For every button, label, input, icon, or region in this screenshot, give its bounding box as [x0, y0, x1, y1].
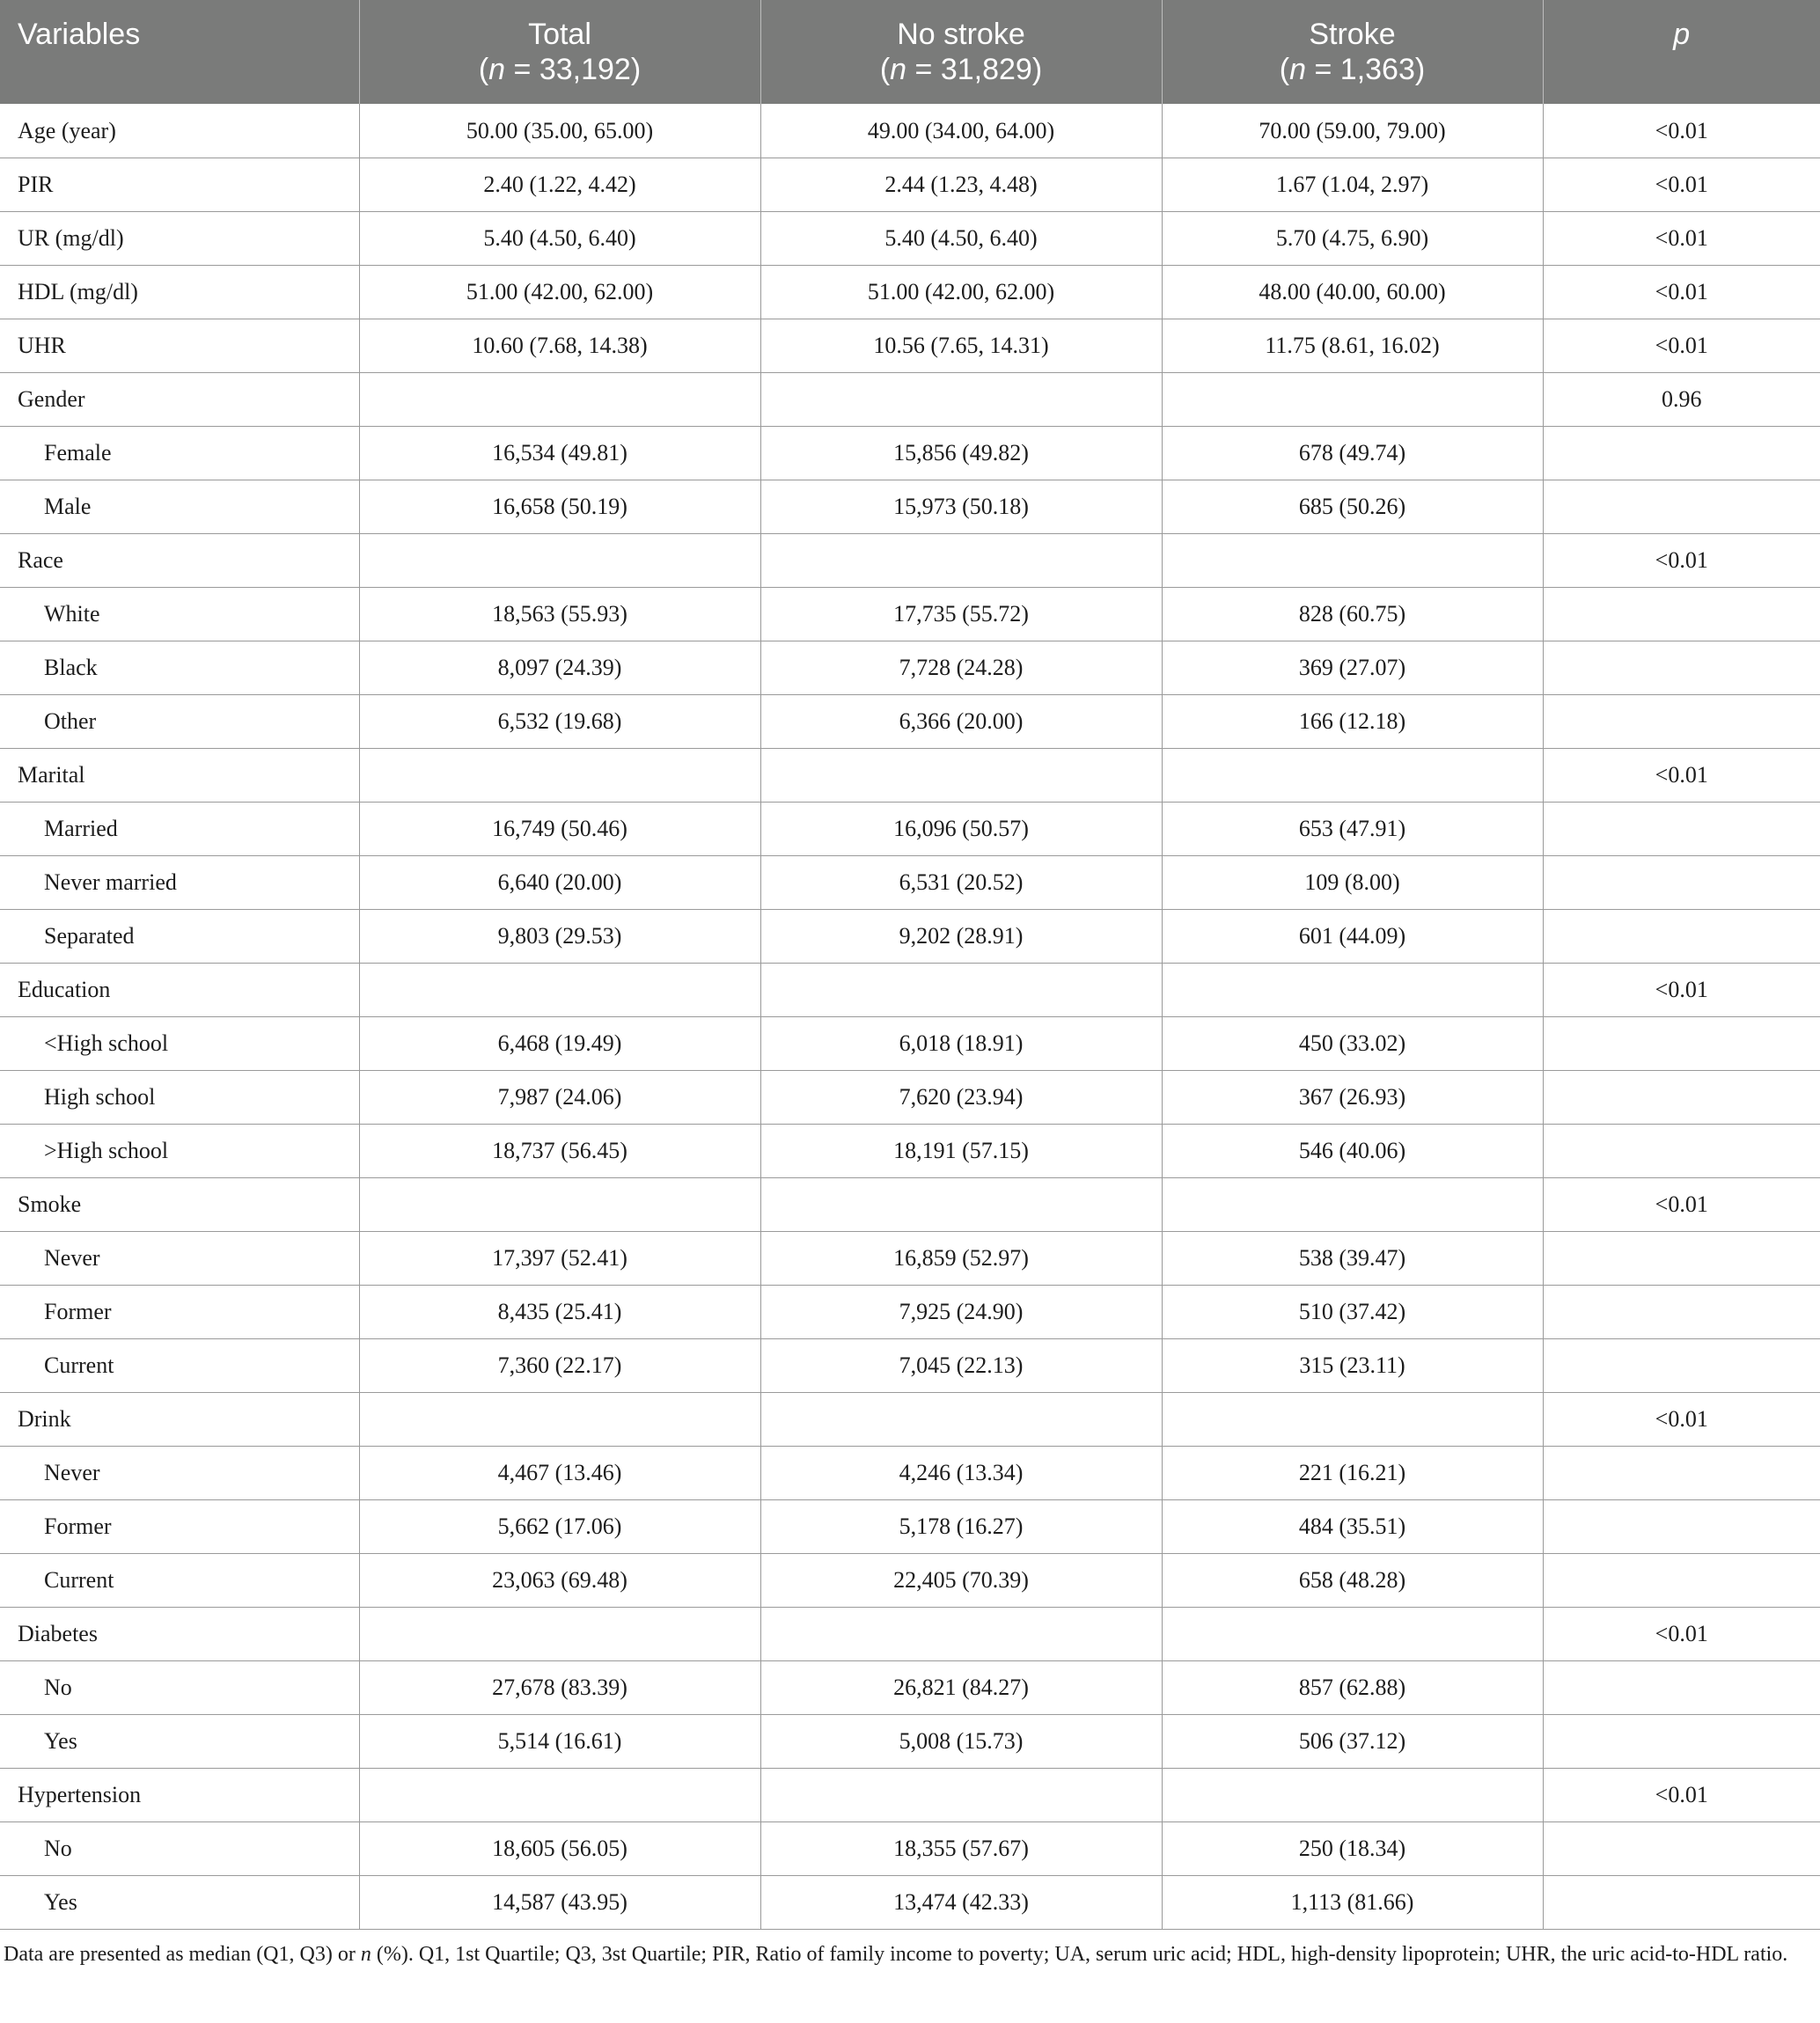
total-cell: 8,435 (25.41)	[359, 1286, 760, 1339]
variable-cell: Never married	[0, 856, 359, 910]
variable-cell: Hypertension	[0, 1769, 359, 1822]
total-cell: 14,587 (43.95)	[359, 1876, 760, 1930]
table-row	[0, 856, 1820, 910]
header-total-label: Total	[528, 18, 591, 51]
variable-cell: <High school	[0, 1017, 359, 1071]
table-row	[0, 1071, 1820, 1125]
no-stroke-cell	[760, 1769, 1162, 1822]
variable-cell: No	[0, 1822, 359, 1876]
variable-cell: Age (year)	[0, 104, 359, 158]
p-value-cell	[1543, 1286, 1820, 1339]
variable-cell: Separated	[0, 910, 359, 964]
variable-cell: Race	[0, 534, 359, 588]
table-row	[0, 158, 1820, 212]
stroke-cell: 5.70 (4.75, 6.90)	[1162, 212, 1543, 266]
variable-cell: Other	[0, 695, 359, 749]
p-value-cell	[1543, 1125, 1820, 1178]
stroke-cell	[1162, 1769, 1543, 1822]
variable-cell: Smoke	[0, 1178, 359, 1232]
variable-cell: No	[0, 1661, 359, 1715]
total-cell: 18,605 (56.05)	[359, 1822, 760, 1876]
p-value-cell	[1543, 427, 1820, 480]
header-no-stroke-count: (n = 31,829)	[879, 53, 1043, 86]
total-cell	[359, 1608, 760, 1661]
stroke-cell: 538 (39.47)	[1162, 1232, 1543, 1286]
total-cell: 18,563 (55.93)	[359, 588, 760, 641]
total-cell: 16,749 (50.46)	[359, 803, 760, 856]
total-cell	[359, 1393, 760, 1447]
table-row	[0, 1393, 1820, 1447]
no-stroke-cell: 7,925 (24.90)	[760, 1286, 1162, 1339]
total-cell: 4,467 (13.46)	[359, 1447, 760, 1500]
p-value-cell	[1543, 641, 1820, 695]
total-cell	[359, 1178, 760, 1232]
stroke-cell: 315 (23.11)	[1162, 1339, 1543, 1393]
p-value-cell: <0.01	[1543, 1769, 1820, 1822]
stroke-cell: 601 (44.09)	[1162, 910, 1543, 964]
variable-cell: White	[0, 588, 359, 641]
table-row	[0, 1339, 1820, 1393]
p-value-cell: <0.01	[1543, 1608, 1820, 1661]
p-value-cell	[1543, 1500, 1820, 1554]
stroke-cell	[1162, 1608, 1543, 1661]
no-stroke-cell	[760, 1393, 1162, 1447]
table-row	[0, 319, 1820, 373]
table-header	[0, 0, 1820, 104]
table-row	[0, 427, 1820, 480]
table-row	[0, 588, 1820, 641]
p-value-cell: <0.01	[1543, 964, 1820, 1017]
header-stroke-label: Stroke	[1309, 18, 1396, 51]
total-cell: 5,514 (16.61)	[359, 1715, 760, 1769]
stroke-cell: 510 (37.42)	[1162, 1286, 1543, 1339]
header-no-stroke-label: No stroke	[897, 18, 1025, 51]
table-row	[0, 373, 1820, 427]
no-stroke-cell: 5,178 (16.27)	[760, 1500, 1162, 1554]
header-variables	[0, 0, 359, 104]
header-p-label: p	[1673, 18, 1691, 51]
no-stroke-cell: 2.44 (1.23, 4.48)	[760, 158, 1162, 212]
total-cell: 6,640 (20.00)	[359, 856, 760, 910]
p-value-cell	[1543, 1339, 1820, 1393]
stroke-cell: 11.75 (8.61, 16.02)	[1162, 319, 1543, 373]
stroke-cell: 658 (48.28)	[1162, 1554, 1543, 1608]
no-stroke-cell: 18,355 (57.67)	[760, 1822, 1162, 1876]
stroke-cell: 109 (8.00)	[1162, 856, 1543, 910]
no-stroke-cell: 15,856 (49.82)	[760, 427, 1162, 480]
table-row	[0, 803, 1820, 856]
no-stroke-cell	[760, 1178, 1162, 1232]
no-stroke-cell	[760, 373, 1162, 427]
no-stroke-cell: 5.40 (4.50, 6.40)	[760, 212, 1162, 266]
no-stroke-cell: 10.56 (7.65, 14.31)	[760, 319, 1162, 373]
no-stroke-cell	[760, 534, 1162, 588]
table-row	[0, 480, 1820, 534]
header-row	[0, 0, 1820, 104]
stroke-cell	[1162, 749, 1543, 803]
total-cell: 16,534 (49.81)	[359, 427, 760, 480]
total-cell	[359, 749, 760, 803]
variable-cell: Gender	[0, 373, 359, 427]
table-row	[0, 266, 1820, 319]
stroke-cell: 369 (27.07)	[1162, 641, 1543, 695]
total-cell	[359, 373, 760, 427]
table-row	[0, 749, 1820, 803]
stroke-cell: 1.67 (1.04, 2.97)	[1162, 158, 1543, 212]
variable-cell: Education	[0, 964, 359, 1017]
table-row	[0, 1017, 1820, 1071]
stroke-cell: 828 (60.75)	[1162, 588, 1543, 641]
variable-cell: UR (mg/dl)	[0, 212, 359, 266]
stroke-cell: 484 (35.51)	[1162, 1500, 1543, 1554]
stroke-cell: 166 (12.18)	[1162, 695, 1543, 749]
table-row	[0, 964, 1820, 1017]
stroke-cell	[1162, 1393, 1543, 1447]
table-row	[0, 641, 1820, 695]
no-stroke-cell: 6,531 (20.52)	[760, 856, 1162, 910]
table-row	[0, 1876, 1820, 1930]
table-row	[0, 104, 1820, 158]
stroke-cell: 70.00 (59.00, 79.00)	[1162, 104, 1543, 158]
p-value-cell	[1543, 1876, 1820, 1930]
variable-cell: Drink	[0, 1393, 359, 1447]
p-value-cell: <0.01	[1543, 104, 1820, 158]
total-cell: 23,063 (69.48)	[359, 1554, 760, 1608]
variable-cell: Former	[0, 1500, 359, 1554]
total-cell	[359, 1769, 760, 1822]
p-value-cell: <0.01	[1543, 1178, 1820, 1232]
p-value-cell	[1543, 1447, 1820, 1500]
variable-cell: HDL (mg/dl)	[0, 266, 359, 319]
total-cell: 8,097 (24.39)	[359, 641, 760, 695]
stroke-cell: 48.00 (40.00, 60.00)	[1162, 266, 1543, 319]
no-stroke-cell	[760, 749, 1162, 803]
no-stroke-cell: 5,008 (15.73)	[760, 1715, 1162, 1769]
p-value-cell	[1543, 803, 1820, 856]
header-total	[359, 0, 760, 104]
no-stroke-cell: 18,191 (57.15)	[760, 1125, 1162, 1178]
p-value-cell	[1543, 1715, 1820, 1769]
no-stroke-cell: 51.00 (42.00, 62.00)	[760, 266, 1162, 319]
stroke-cell: 367 (26.93)	[1162, 1071, 1543, 1125]
no-stroke-cell: 7,728 (24.28)	[760, 641, 1162, 695]
table-row	[0, 1769, 1820, 1822]
header-variables-label: Variables	[18, 18, 141, 51]
no-stroke-cell: 26,821 (84.27)	[760, 1661, 1162, 1715]
no-stroke-cell: 6,366 (20.00)	[760, 695, 1162, 749]
stroke-cell: 857 (62.88)	[1162, 1661, 1543, 1715]
variable-cell: Current	[0, 1339, 359, 1393]
p-value-cell: <0.01	[1543, 212, 1820, 266]
table-row	[0, 1661, 1820, 1715]
variable-cell: Black	[0, 641, 359, 695]
stroke-cell: 250 (18.34)	[1162, 1822, 1543, 1876]
variable-cell: Never	[0, 1447, 359, 1500]
no-stroke-cell: 13,474 (42.33)	[760, 1876, 1162, 1930]
total-cell: 7,360 (22.17)	[359, 1339, 760, 1393]
p-value-cell: <0.01	[1543, 1393, 1820, 1447]
table-body	[0, 104, 1820, 1930]
table-row	[0, 1286, 1820, 1339]
p-value-cell	[1543, 1017, 1820, 1071]
stroke-cell: 1,113 (81.66)	[1162, 1876, 1543, 1930]
p-value-cell	[1543, 1554, 1820, 1608]
variable-cell: Male	[0, 480, 359, 534]
table-row	[0, 910, 1820, 964]
total-cell: 7,987 (24.06)	[359, 1071, 760, 1125]
stroke-cell: 450 (33.02)	[1162, 1017, 1543, 1071]
total-cell: 10.60 (7.68, 14.38)	[359, 319, 760, 373]
p-value-cell	[1543, 1661, 1820, 1715]
variable-cell: High school	[0, 1071, 359, 1125]
p-value-cell	[1543, 856, 1820, 910]
header-p-value	[1543, 0, 1820, 104]
no-stroke-cell: 16,096 (50.57)	[760, 803, 1162, 856]
variable-cell: Yes	[0, 1715, 359, 1769]
table-row	[0, 1715, 1820, 1769]
p-value-cell	[1543, 588, 1820, 641]
no-stroke-cell: 15,973 (50.18)	[760, 480, 1162, 534]
total-cell: 18,737 (56.45)	[359, 1125, 760, 1178]
no-stroke-cell: 22,405 (70.39)	[760, 1554, 1162, 1608]
p-value-cell	[1543, 1822, 1820, 1876]
no-stroke-cell: 9,202 (28.91)	[760, 910, 1162, 964]
p-value-cell	[1543, 480, 1820, 534]
variable-cell: Current	[0, 1554, 359, 1608]
total-cell: 5,662 (17.06)	[359, 1500, 760, 1554]
variable-cell: Yes	[0, 1876, 359, 1930]
header-no-stroke	[760, 0, 1162, 104]
no-stroke-cell: 4,246 (13.34)	[760, 1447, 1162, 1500]
p-value-cell	[1543, 695, 1820, 749]
variable-cell: Married	[0, 803, 359, 856]
total-cell: 17,397 (52.41)	[359, 1232, 760, 1286]
total-cell	[359, 964, 760, 1017]
stroke-cell	[1162, 534, 1543, 588]
table-row	[0, 695, 1820, 749]
table-row	[0, 1447, 1820, 1500]
p-value-cell: <0.01	[1543, 534, 1820, 588]
variable-cell: Female	[0, 427, 359, 480]
p-value-cell: <0.01	[1543, 749, 1820, 803]
p-value-cell	[1543, 1071, 1820, 1125]
header-stroke-count: (n = 1,363)	[1279, 53, 1426, 86]
stroke-cell	[1162, 373, 1543, 427]
total-cell: 27,678 (83.39)	[359, 1661, 760, 1715]
stroke-cell	[1162, 964, 1543, 1017]
p-value-cell	[1543, 910, 1820, 964]
table-row	[0, 212, 1820, 266]
p-value-cell: <0.01	[1543, 158, 1820, 212]
header-stroke	[1162, 0, 1543, 104]
stroke-cell: 506 (37.12)	[1162, 1715, 1543, 1769]
variable-cell: Marital	[0, 749, 359, 803]
no-stroke-cell: 6,018 (18.91)	[760, 1017, 1162, 1071]
no-stroke-cell	[760, 964, 1162, 1017]
no-stroke-cell	[760, 1608, 1162, 1661]
variable-cell: Former	[0, 1286, 359, 1339]
p-value-cell: 0.96	[1543, 373, 1820, 427]
no-stroke-cell: 16,859 (52.97)	[760, 1232, 1162, 1286]
no-stroke-cell: 7,045 (22.13)	[760, 1339, 1162, 1393]
table-row	[0, 1178, 1820, 1232]
p-value-cell	[1543, 1232, 1820, 1286]
table-row	[0, 1822, 1820, 1876]
total-cell: 5.40 (4.50, 6.40)	[359, 212, 760, 266]
stroke-cell: 546 (40.06)	[1162, 1125, 1543, 1178]
table-row	[0, 1554, 1820, 1608]
stroke-cell: 221 (16.21)	[1162, 1447, 1543, 1500]
total-cell: 9,803 (29.53)	[359, 910, 760, 964]
variable-cell: UHR	[0, 319, 359, 373]
p-value-cell: <0.01	[1543, 266, 1820, 319]
total-cell: 16,658 (50.19)	[359, 480, 760, 534]
no-stroke-cell: 17,735 (55.72)	[760, 588, 1162, 641]
stroke-cell: 653 (47.91)	[1162, 803, 1543, 856]
header-total-count: (n = 33,192)	[478, 53, 642, 86]
stroke-cell: 678 (49.74)	[1162, 427, 1543, 480]
total-cell: 2.40 (1.22, 4.42)	[359, 158, 760, 212]
variable-cell: Never	[0, 1232, 359, 1286]
stroke-cell: 685 (50.26)	[1162, 480, 1543, 534]
total-cell: 6,468 (19.49)	[359, 1017, 760, 1071]
variable-cell: PIR	[0, 158, 359, 212]
variable-cell: >High school	[0, 1125, 359, 1178]
p-value-cell: <0.01	[1543, 319, 1820, 373]
variable-cell: Diabetes	[0, 1608, 359, 1661]
table-row	[0, 534, 1820, 588]
total-cell: 51.00 (42.00, 62.00)	[359, 266, 760, 319]
total-cell	[359, 534, 760, 588]
table-row	[0, 1232, 1820, 1286]
table-row	[0, 1125, 1820, 1178]
table-row	[0, 1608, 1820, 1661]
total-cell: 50.00 (35.00, 65.00)	[359, 104, 760, 158]
no-stroke-cell: 49.00 (34.00, 64.00)	[760, 104, 1162, 158]
table-footnote: Data are presented as median (Q1, Q3) or n (%). Q1, 1st Quartile; Q3, 3st Quartile; PIR, Ratio of family income to poverty; UA, serum uric acid; HDL, high-density lipoprotein; UHR, the uric acid-to-HDL ratio.	[4, 1943, 1788, 1966]
no-stroke-cell: 7,620 (23.94)	[760, 1071, 1162, 1125]
table-row	[0, 1500, 1820, 1554]
total-cell: 6,532 (19.68)	[359, 695, 760, 749]
stroke-cell	[1162, 1178, 1543, 1232]
